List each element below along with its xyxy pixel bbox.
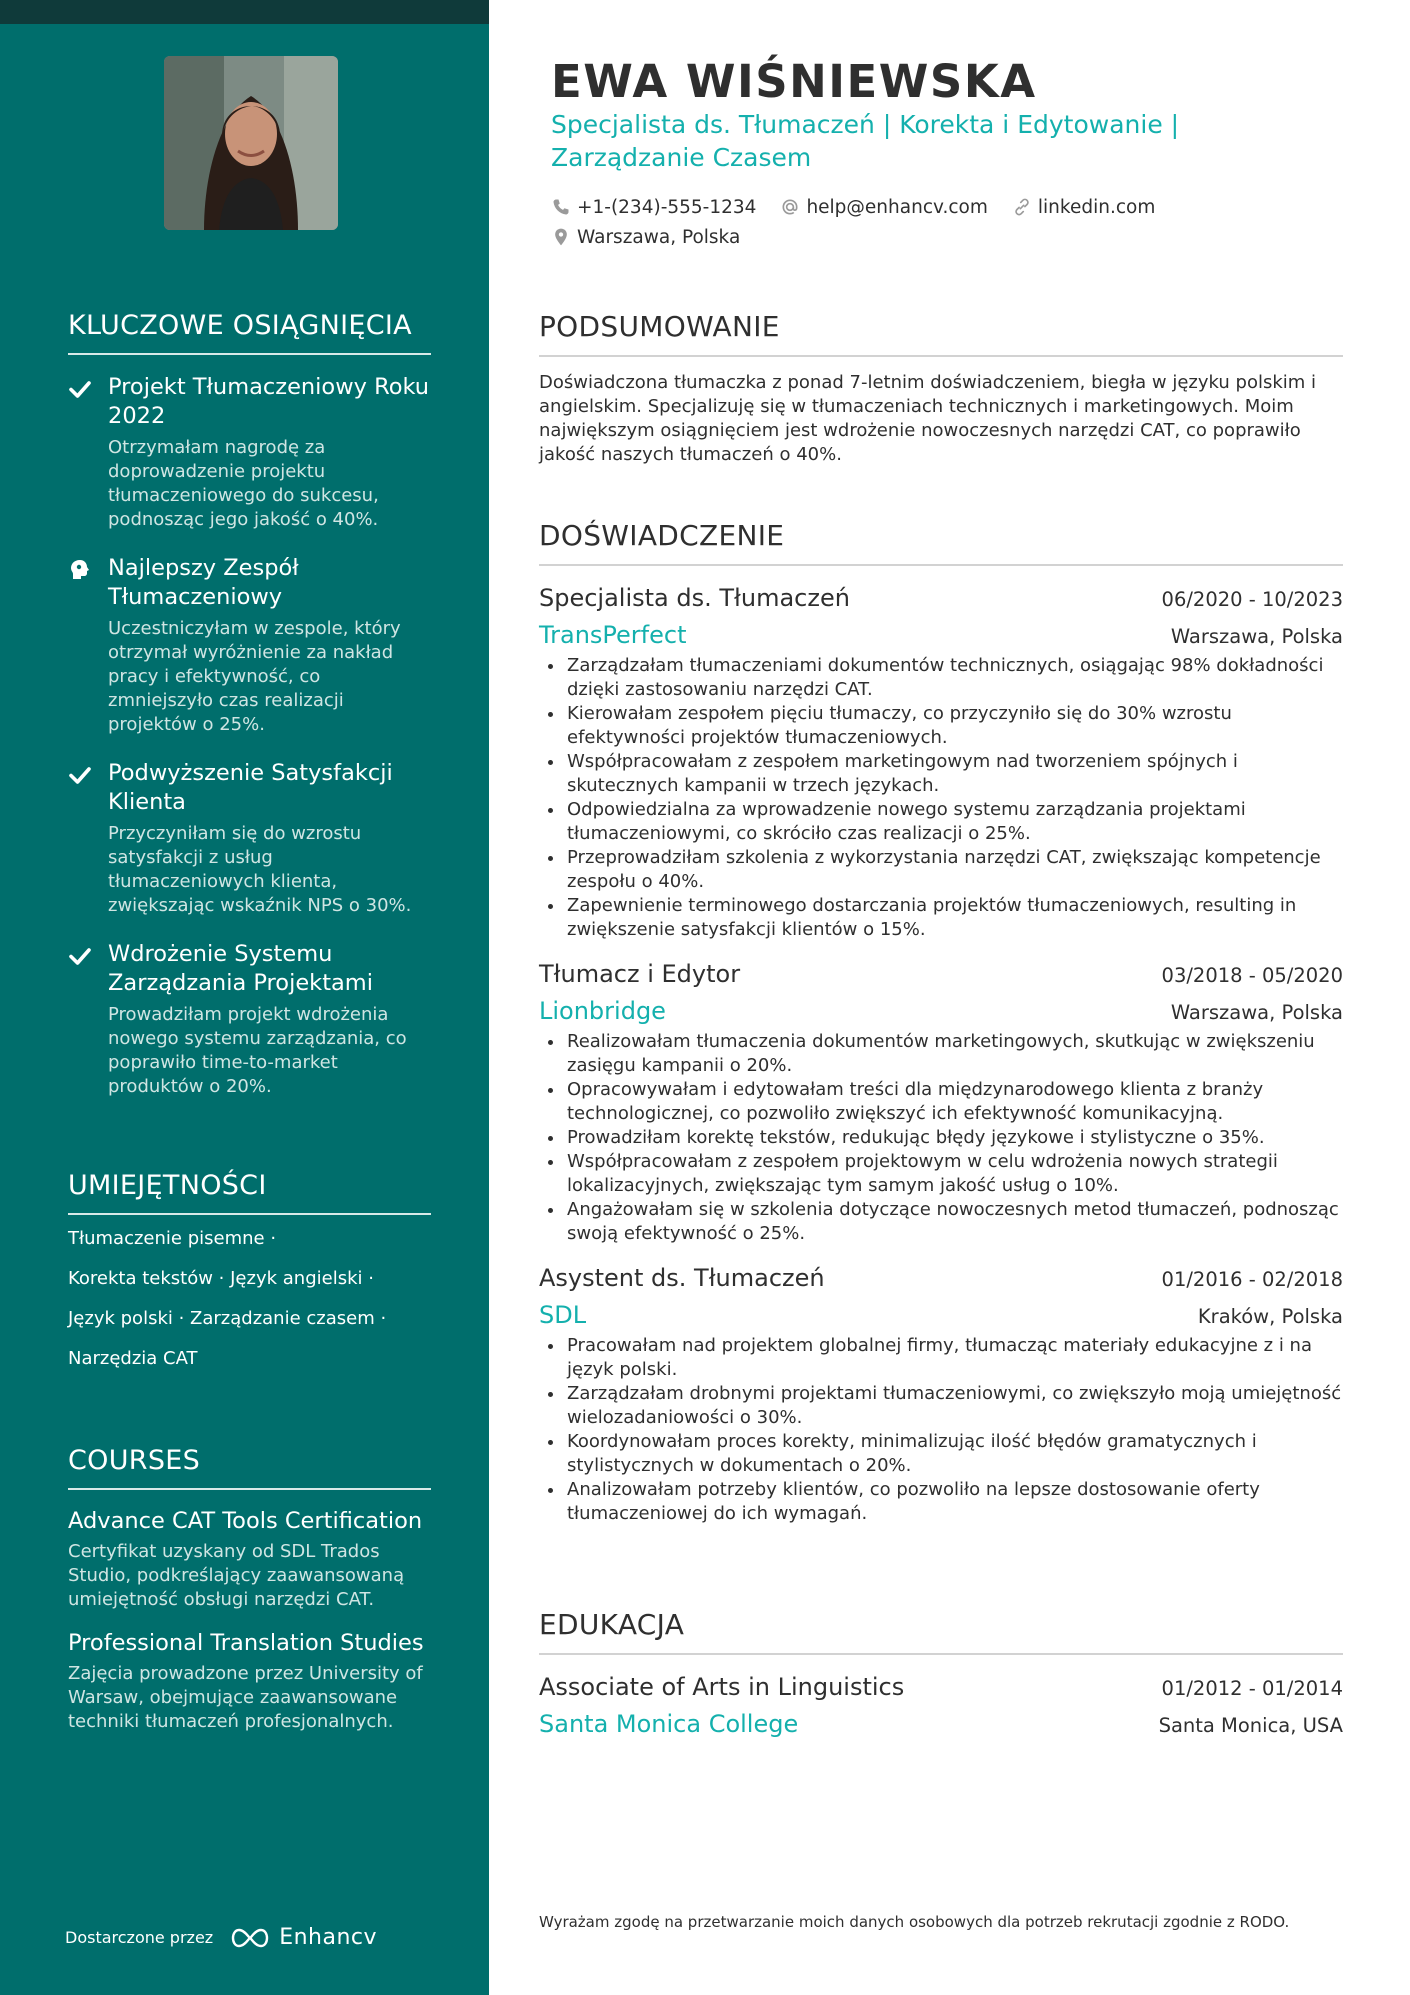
school-name: Santa Monica College (539, 1710, 799, 1738)
course-item (68, 1628, 431, 1734)
job-bullet: Zarządzałam tłumaczeniami dokumentów technicznych, osiągając 98% dokładności dzięki zastosowaniu narzędzi CAT. (539, 654, 1343, 702)
achievement-item (68, 940, 431, 1099)
school-location: Santa Monica, USA (1158, 1714, 1343, 1737)
course-item (68, 1506, 431, 1612)
candidate-name: EWA WIŚNIEWSKA (551, 55, 1037, 108)
skill-line: Korekta tekstów · Język angielski · (68, 1268, 374, 1289)
achievement-title: Najlepszy Zespół Tłumaczeniowy (108, 555, 299, 610)
course-title: Professional Translation Studies (68, 1630, 424, 1656)
education-section (539, 1608, 1343, 1743)
achievement-item (68, 373, 431, 532)
achievements-section (68, 310, 431, 1121)
gdpr-consent: Wyrażam zgodę na przetwarzanie moich danych osobowych dla potrzeb rekrutacji zgodnie z RODO. (539, 1913, 1290, 1931)
experience-section (539, 519, 1343, 1526)
job-bullet: Angażowałam się w szkolenia dotyczące nowoczesnych metod tłumaczeń, podnosząc swoją efektywność o 25%. (539, 1198, 1343, 1246)
infinity-icon (227, 1926, 273, 1950)
education-entry (539, 1669, 1343, 1743)
education-heading: EDUKACJA (539, 1608, 1343, 1655)
phone-text: +1-(234)-555-1234 (577, 196, 757, 218)
skill-line: Język polski · Zarządzanie czasem · (68, 1308, 387, 1329)
achievement-item (68, 554, 431, 737)
summary-heading: PODSUMOWANIE (539, 310, 1343, 357)
job-location: Kraków, Polska (1197, 1305, 1343, 1328)
experience-heading: DOŚWIADCZENIE (539, 519, 1343, 566)
location-pin-icon (551, 227, 571, 247)
job-bullet: Kierowałam zespołem pięciu tłumaczy, co przyczyniło się do 30% wzrostu efektywności projektów tłumaczeniowych. (539, 702, 1343, 750)
achievement-desc: Prowadziłam projekt wdrożenia nowego systemu zarządzania, co poprawiło time-to-market produktów o 20%. (108, 1004, 407, 1097)
company-name: Lionbridge (539, 997, 666, 1025)
location-text: Warszawa, Polska (577, 226, 741, 248)
check-icon (68, 944, 92, 968)
job-bullet: Współpracowałam z zespołem projektowym w celu wdrożenia nowych strategii lokalizacyjnych, zwiększając tym samym jakość usług o 10%. (539, 1150, 1343, 1198)
summary-text: Doświadczona tłumaczka z ponad 7-letnim doświadczeniem, biegła w języku polskim i angielskim. Specjalizuję się w tłumaczeniach technicznych i marketingowych. Moim największym osiągnięciem jest wdrożenie nowoczesnych narzędzi CAT, co poprawiło jakość naszych tłumaczeń o 40%. (539, 372, 1317, 465)
contact-info (551, 193, 1251, 253)
check-icon (68, 377, 92, 401)
job-bullet: Analizowałam potrzeby klientów, co pozwoliło na lepsze dostosowanie oferty tłumaczeniowej do ich wymagań. (539, 1478, 1343, 1526)
job-entry (539, 1260, 1343, 1526)
check-icon (68, 763, 92, 787)
job-bullet: Realizowałam tłumaczenia dokumentów marketingowych, skutkując w zwiększeniu zasięgu kampanii o 20%. (539, 1030, 1343, 1078)
company-name: TransPerfect (539, 621, 687, 649)
contact-location (551, 227, 740, 248)
phone-icon (551, 197, 571, 217)
job-title: Specjalista ds. Tłumaczeń (539, 584, 850, 612)
enhancv-logo[interactable] (227, 1925, 377, 1950)
job-bullet: Pracowałam nad projektem globalnej firmy, tłumacząc materiały edukacyjne z i na język polski. (539, 1334, 1343, 1382)
company-name: SDL (539, 1301, 587, 1329)
sidebar (0, 0, 489, 1995)
candidate-headline: Specjalista ds. Tłumaczeń | Korekta i Edytowanie | Zarządzanie Czasem (551, 110, 1180, 172)
job-dates: 03/2018 - 05/2020 (1161, 964, 1343, 987)
job-location: Warszawa, Polska (1170, 625, 1343, 648)
job-dates: 06/2020 - 10/2023 (1161, 588, 1343, 611)
at-icon (780, 197, 800, 217)
course-desc: Certyfikat uzyskany od SDL Trados Studio, podkreślający zaawansowaną umiejętność obsługi narzędzi CAT. (68, 1541, 405, 1610)
link-icon (1012, 197, 1032, 217)
courses-heading: COURSES (68, 1445, 431, 1490)
achievement-title: Podwyższenie Satysfakcji Klienta (108, 760, 393, 815)
skills-section (68, 1170, 431, 1387)
skill-line: Narzędzia CAT (68, 1348, 198, 1369)
achievement-title: Wdrożenie Systemu Zarządzania Projektami (108, 941, 373, 996)
job-entry (539, 956, 1343, 1246)
achievement-desc: Otrzymałam nagrodę za doprowadzenie projektu tłumaczeniowego do sukcesu, podnosząc jego jakość o 40%. (108, 437, 379, 530)
job-bullet: Zapewnienie terminowego dostarczania projektów tłumaczeniowych, resulting in zwiększenie satysfakcji klientów o 15%. (539, 894, 1343, 942)
contact-email[interactable] (780, 197, 987, 218)
course-desc: Zajęcia prowadzone przez University of Warsaw, obejmujące zaawansowane techniki tłumaczeń profesjonalnych. (68, 1663, 423, 1732)
achievement-desc: Uczestniczyłam w zespole, który otrzymał wyróżnienie za nakład pracy i efektywność, co zmniejszyło czas realizacji projektów o 25%. (108, 618, 401, 735)
job-bullet: Odpowiedzialna za wprowadzenie nowego systemu zarządzania projektami tłumaczeniowymi, co skróciło czas realizacji o 25%. (539, 798, 1343, 846)
linkedin-text: linkedin.com (1037, 196, 1156, 218)
brain-icon (68, 558, 92, 582)
contact-linkedin[interactable] (1012, 197, 1155, 218)
courses-section (68, 1445, 431, 1748)
email-text: help@enhancv.com (806, 196, 988, 218)
summary-section (539, 310, 1343, 467)
job-title: Tłumacz i Edytor (539, 960, 741, 988)
powered-by-label: Dostarczone przez (65, 1928, 214, 1947)
job-bullet: Zarządzałam drobnymi projektami tłumaczeniowymi, co zwiększyło moją umiejętność wielozadaniowości o 30%. (539, 1382, 1343, 1430)
course-title: Advance CAT Tools Certification (68, 1508, 423, 1534)
achievement-desc: Przyczyniłam się do wzrostu satysfakcji z usług tłumaczeniowych klienta, zwiększając wskaźnik NPS o 30%. (108, 823, 412, 916)
job-bullet: Przeprowadziłam szkolenia z wykorzystania narzędzi CAT, zwiększając kompetencje zespołu o 40%. (539, 846, 1343, 894)
skills-heading: UMIEJĘTNOŚCI (68, 1170, 431, 1215)
job-bullet: Prowadziłam korektę tekstów, redukując błędy językowe i stylistyczne o 35%. (539, 1126, 1343, 1150)
achievement-item (68, 759, 431, 918)
job-bullet: Opracowywałam i edytowałam treści dla międzynarodowego klienta z branży technologicznej, co pozwoliło zwiększyć ich efektywność komunikacyjną. (539, 1078, 1343, 1126)
job-entry (539, 580, 1343, 942)
profile-photo (164, 56, 338, 230)
achievement-title: Projekt Tłumaczeniowy Roku 2022 (108, 374, 430, 429)
contact-phone[interactable] (551, 197, 756, 218)
job-bullet: Współpracowałam z zespołem marketingowym nad tworzeniem spójnych i skutecznych kampanii w trzech językach. (539, 750, 1343, 798)
job-bullet: Koordynowałam proces korekty, minimalizując ilość błędów gramatycznych i stylistycznych w dokumentach o 20%. (539, 1430, 1343, 1478)
job-location: Warszawa, Polska (1170, 1001, 1343, 1024)
education-dates: 01/2012 - 01/2014 (1161, 1677, 1343, 1700)
achievements-heading: KLUCZOWE OSIĄGNIĘCIA (68, 310, 431, 355)
enhancv-wordmark: Enhancv (279, 1925, 378, 1950)
job-dates: 01/2016 - 02/2018 (1161, 1268, 1343, 1291)
sidebar-top-bar (0, 0, 489, 24)
job-title: Asystent ds. Tłumaczeń (539, 1264, 825, 1292)
powered-by (65, 1925, 377, 1950)
degree-title: Associate of Arts in Linguistics (539, 1673, 905, 1701)
skill-line: Tłumaczenie pisemne · (68, 1228, 277, 1249)
